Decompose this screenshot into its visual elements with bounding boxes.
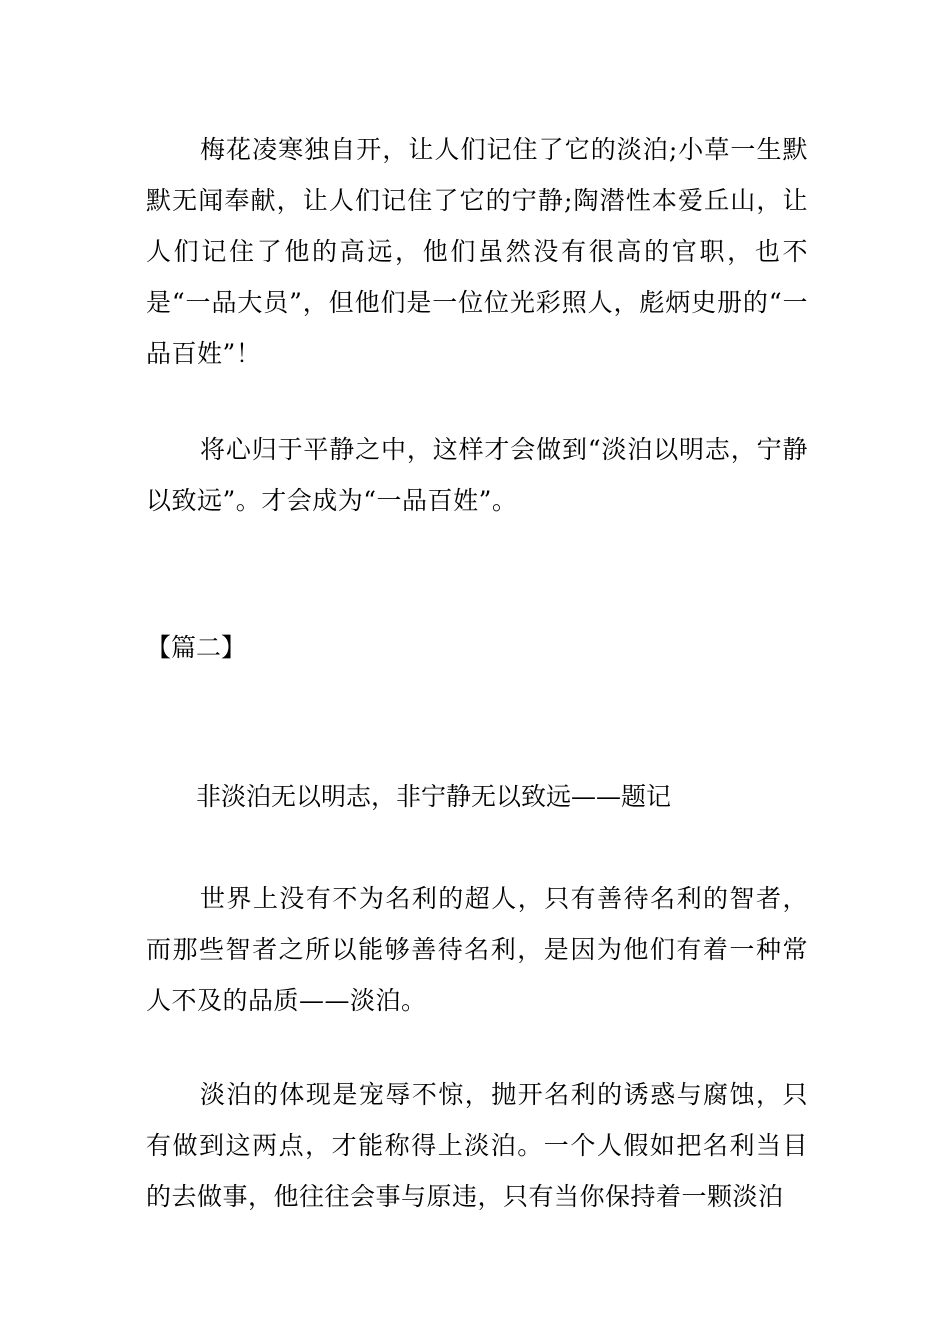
paragraph-indifference: 淡泊的体现是宠辱不惊，抛开名利的诱惑与腐蚀，只有做到这两点，才能称得上淡泊。一个人假如把名利当目的去做事，他往往会事与原违，只有当你保持着一颗淡泊 [146, 1080, 808, 1211]
epigraph: 非淡泊无以明志，非宁静无以致远——题记 [196, 782, 672, 811]
paragraph-wise-people: 世界上没有不为名利的超人，只有善待名利的智者，而那些智者之所以能够善待名利，是因为他们有着一种常人不及的品质——淡泊。 [146, 884, 808, 1015]
paragraph-calm-mind: 将心归于平静之中，这样才会做到“淡泊以明志，宁静以致远”。才会成为“一品百姓”。 [146, 435, 808, 515]
paragraph-plum-blossom: 梅花凌寒独自开，让人们记住了它的淡泊;小草一生默默无闻奉献，让人们记住了它的宁静;陶潜性本爱丘山，让人们记住了他的高远，他们虽然没有很高的官职，也不是“一品大员”，但他们是一位位光彩照人，彪炳史册的“一品百姓”！ [146, 135, 808, 368]
section-heading: 【篇二】 [146, 633, 247, 662]
